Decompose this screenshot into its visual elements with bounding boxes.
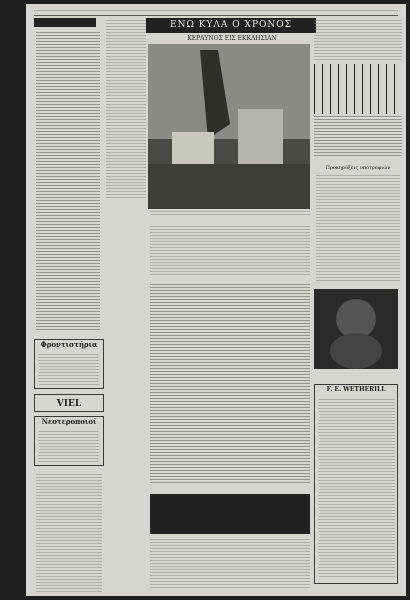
bottom-center-ad: [150, 494, 310, 534]
left-bottom-text: [36, 474, 102, 592]
crossword-grid: [314, 64, 402, 114]
center-lower-text: [150, 284, 310, 484]
ad-proklirixeis-title: Προκηρύξεις υποτροφιών: [325, 165, 391, 171]
ad-wetherill: [314, 384, 398, 584]
banner: [146, 18, 316, 33]
chimpanzee-photo: [314, 289, 398, 369]
newspaper-page: [26, 4, 406, 596]
church-lightning-photo: [148, 44, 310, 209]
page-header: [34, 10, 398, 13]
left-column-text: [36, 32, 100, 332]
photo-1-heading: [152, 34, 312, 43]
photo-1-title: ΚΕΡΑΥΝΟΣ ΕΙΣ ΕΚΚΛΗΣΙΑΝ: [187, 35, 277, 42]
photo-1-caption: [150, 211, 310, 217]
second-column-text: [106, 20, 146, 200]
ad-frontistiria-title: Φροντιστήρια: [40, 340, 98, 349]
church-lightning-illustration: [148, 44, 310, 209]
ad-proklirixeis-body: [316, 175, 400, 283]
left-column-header-band: [34, 18, 96, 27]
ad-wetherill-body: [319, 399, 395, 579]
ad-neoteropoioi-title: Νεοτεροποιοί: [41, 417, 97, 426]
ad-frontistiria: [34, 339, 104, 389]
ad-frontistiria-body: [39, 354, 99, 386]
ad-viel-name: VIEL: [56, 399, 82, 409]
ad-neoteropoioi: [34, 416, 104, 466]
center-middle-text: [150, 226, 310, 276]
banner-title: ΕΝΩ ΚΥΛΑ Ο ΧΡΟΝΟΣ: [170, 20, 292, 30]
header-rule: [34, 15, 398, 16]
chimpanzee-illustration: [314, 289, 398, 369]
ad-neoteropoioi-body: [39, 431, 99, 463]
ad-proklirixeis: [314, 164, 402, 284]
ad-viel: [34, 394, 104, 412]
crossword-clues: [314, 116, 402, 156]
bottom-center-text: [150, 539, 310, 589]
right-column-text: [314, 20, 402, 60]
ad-wetherill-title: F. E. WETHERILL: [326, 386, 386, 393]
